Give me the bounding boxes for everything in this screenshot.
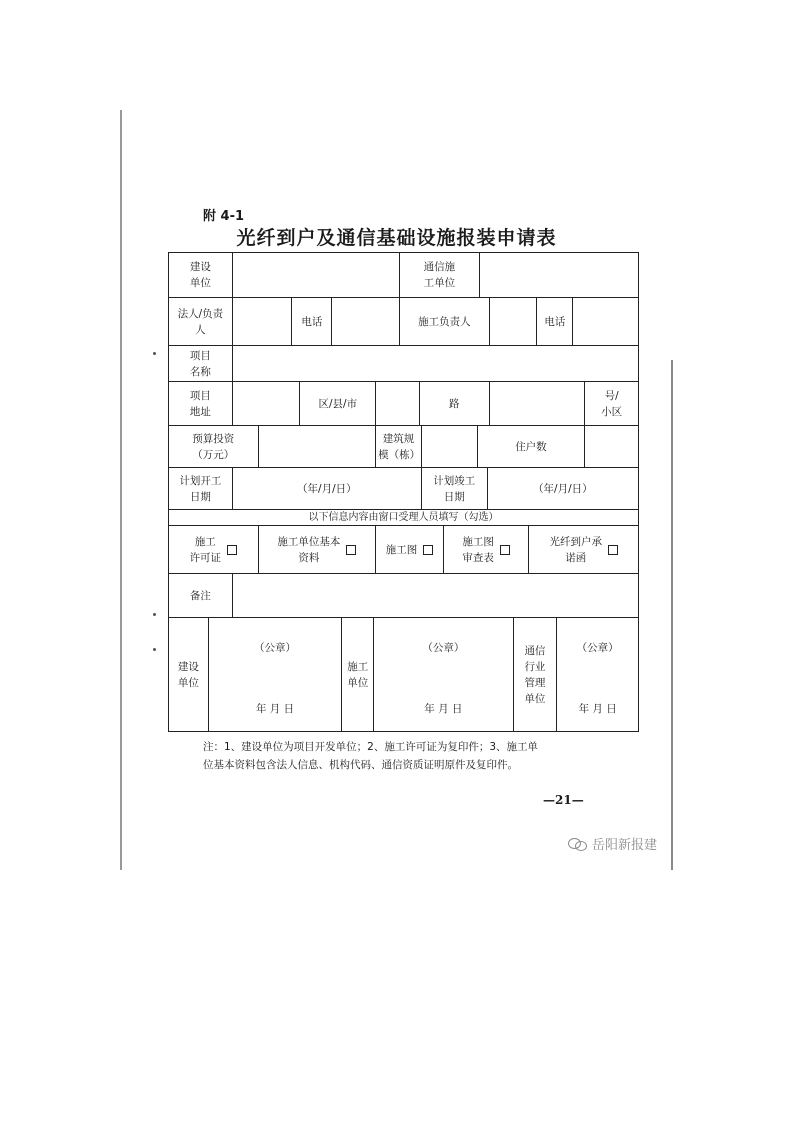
budget-field[interactable] bbox=[259, 426, 376, 467]
form-row-build-unit bbox=[168, 252, 639, 298]
form-row-signatures bbox=[168, 618, 639, 732]
check-commitment-label: 光纤到户承 诺函 bbox=[549, 535, 602, 564]
project-address-label: 项目 地址 bbox=[169, 382, 233, 425]
building-scale-label: 建筑规 模（栋） bbox=[376, 426, 422, 467]
date-text: 年 月 日 bbox=[255, 703, 295, 715]
sig-build-label: 建设 单位 bbox=[169, 618, 209, 731]
notes-line-1: 注：1、建设单位为项目开发单位；2、施工许可证为复印件；3、施工单 bbox=[203, 741, 539, 753]
date-text: 年 月 日 bbox=[424, 703, 463, 715]
address-field-3[interactable] bbox=[490, 382, 586, 425]
form-row-window-note bbox=[168, 510, 639, 526]
attachment-label: 附 4-1 bbox=[203, 209, 245, 224]
sig-construct-block[interactable] bbox=[374, 618, 513, 731]
sig-telecom-label: 通信 行业 管理 单位 bbox=[514, 618, 558, 731]
sig-telecom-block[interactable] bbox=[557, 618, 638, 731]
checkbox[interactable] bbox=[608, 545, 618, 555]
build-unit-field[interactable] bbox=[233, 253, 400, 297]
planned-end-field[interactable]: （年/月/日） bbox=[533, 482, 593, 495]
build-unit-label: 建设 单位 bbox=[169, 253, 233, 297]
remarks-field[interactable] bbox=[233, 574, 638, 617]
checkbox[interactable] bbox=[500, 545, 510, 555]
check-commitment[interactable] bbox=[529, 526, 638, 573]
check-unit-info-label: 施工单位基本 资料 bbox=[277, 535, 341, 564]
legal-person-field[interactable] bbox=[233, 298, 293, 345]
check-permit-label: 施工 许可证 bbox=[189, 535, 222, 564]
sig-build-block[interactable] bbox=[209, 618, 342, 731]
application-form bbox=[168, 252, 639, 732]
seal-text: （公章） bbox=[422, 642, 465, 654]
check-review[interactable] bbox=[444, 526, 530, 573]
building-scale-field[interactable] bbox=[422, 426, 478, 467]
project-name-field[interactable] bbox=[233, 346, 638, 381]
form-row-checklist bbox=[168, 526, 639, 574]
road-label: 路 bbox=[420, 382, 490, 425]
check-drawing-label: 施工图 bbox=[385, 543, 418, 556]
planned-start-field[interactable]: （年/月/日） bbox=[233, 468, 422, 509]
window-note: 以下信息内容由窗口受理人员填写（勾选） bbox=[308, 511, 499, 523]
scan-edge-right bbox=[671, 360, 673, 870]
seal-text: （公章） bbox=[254, 642, 297, 654]
form-row-project-name bbox=[168, 346, 639, 382]
checkbox[interactable] bbox=[227, 545, 237, 555]
watermark bbox=[568, 834, 657, 853]
form-row-budget bbox=[168, 426, 639, 468]
comm-build-unit-label: 通信施 工单位 bbox=[400, 253, 480, 297]
number-label: 号/ 小区 bbox=[601, 389, 623, 418]
address-field-1[interactable] bbox=[233, 382, 301, 425]
comm-build-unit-field[interactable] bbox=[480, 253, 638, 297]
phone-label-2: 电话 bbox=[537, 298, 573, 345]
scan-dot bbox=[153, 648, 156, 651]
date-text: 年 月 日 bbox=[578, 703, 617, 715]
check-permit[interactable] bbox=[169, 526, 259, 573]
households-field[interactable] bbox=[585, 426, 638, 467]
notes-line-2: 位基本资料包含法人信息、机构代码、通信资质证明原件及复印件。 bbox=[203, 759, 518, 771]
phone-field-2[interactable] bbox=[573, 298, 638, 345]
phone-field[interactable] bbox=[332, 298, 400, 345]
form-title: 光纤到户及通信基础设施报装申请表 bbox=[236, 227, 557, 249]
form-notes bbox=[203, 738, 623, 774]
construction-lead-field[interactable] bbox=[490, 298, 538, 345]
scan-dot bbox=[153, 352, 156, 355]
checkbox[interactable] bbox=[346, 545, 356, 555]
remarks-label: 备注 bbox=[169, 574, 233, 617]
project-name-label: 项目 名称 bbox=[169, 346, 233, 381]
check-unit-info[interactable] bbox=[259, 526, 377, 573]
form-row-remarks bbox=[168, 574, 639, 618]
sig-construct-label: 施工 单位 bbox=[342, 618, 374, 731]
planned-start-label: 计划开工 日期 bbox=[169, 468, 233, 509]
construction-lead-label: 施工负责人 bbox=[400, 298, 490, 345]
budget-label: 预算投资 （万元） bbox=[169, 426, 259, 467]
check-review-label: 施工图 审查表 bbox=[462, 535, 494, 564]
legal-person-label: 法人/负责 人 bbox=[169, 298, 233, 345]
form-row-project-address bbox=[168, 382, 639, 426]
form-row-dates bbox=[168, 468, 639, 510]
address-field-2[interactable] bbox=[376, 382, 420, 425]
households-label: 住户数 bbox=[478, 426, 586, 467]
check-drawing[interactable] bbox=[376, 526, 444, 573]
form-row-contacts bbox=[168, 298, 639, 346]
checkbox[interactable] bbox=[423, 545, 433, 555]
seal-text: （公章） bbox=[576, 642, 619, 654]
district-label: 区/县/市 bbox=[300, 382, 376, 425]
scan-dot bbox=[153, 613, 156, 616]
page-number: —21— bbox=[543, 793, 584, 807]
planned-end-label: 计划竣工 日期 bbox=[422, 468, 488, 509]
phone-label: 电话 bbox=[292, 298, 332, 345]
wechat-icon bbox=[568, 837, 588, 851]
watermark-text: 岳阳新报建 bbox=[592, 838, 658, 853]
